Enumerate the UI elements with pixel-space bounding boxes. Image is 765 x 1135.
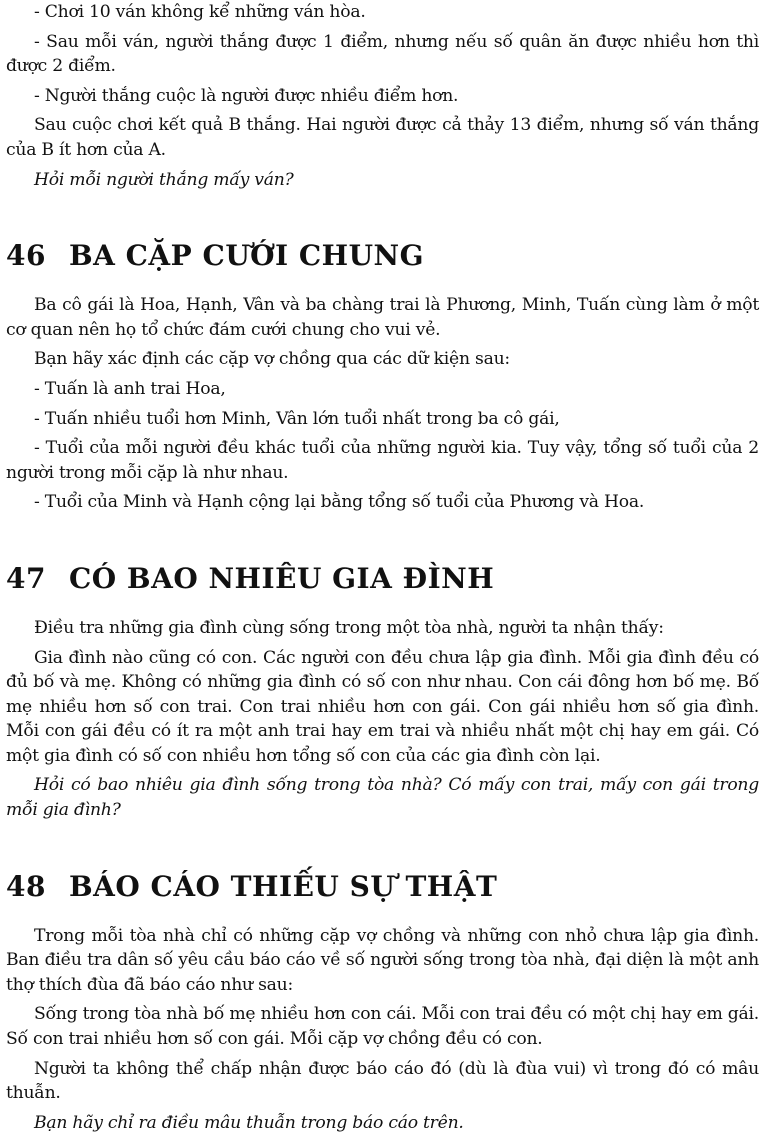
intro-block [6, 0, 759, 192]
section-question: Hỏi có bao nhiêu gia đình sống trong tòa nhà? Có mấy con trai, mấy con gái trong mỗi gia đình? [6, 775, 759, 821]
section-paragraph: - Tuấn nhiều tuổi hơn Minh, Vân lớn tuổi nhất trong ba cô gái, [34, 408, 560, 429]
section-47 [6, 562, 759, 823]
section-paragraph: - Tuấn là anh trai Hoa, [34, 378, 226, 399]
intro-paragraph: - Chơi 10 ván không kể những ván hòa. [34, 2, 366, 22]
spacer [6, 904, 759, 924]
section-number: 47 [6, 561, 46, 595]
section-paragraph: - Tuổi của mỗi người đều khác tuổi của những người kia. Tuy vậy, tổng số tuổi của 2 người trong mỗi cặp là như nhau. [6, 438, 759, 483]
section-48 [6, 870, 759, 1135]
spacer [6, 197, 759, 239]
intro-paragraph: Sau cuộc chơi kết quả B thắng. Hai người được cả thảy 13 điểm, nhưng số ván thắng của B ít hơn của A. [6, 115, 759, 160]
section-title: BÁO CÁO THIẾU SỰ THẬT [69, 869, 498, 903]
section-title: CÓ BAO NHIÊU GIA ĐÌNH [69, 561, 495, 595]
section-question: Bạn hãy chỉ ra điều mâu thuẫn trong báo cáo trên. [34, 1112, 464, 1133]
section-paragraph: Sống trong tòa nhà bố mẹ nhiều hơn con cái. Mỗi con trai đều có một chị hay em gái. Số con trai nhiều hơn số con gái. Mỗi cặp vợ chồng đều có con. [6, 1004, 759, 1050]
spacer [6, 520, 759, 562]
section-paragraph: Trong mỗi tòa nhà chỉ có những cặp vợ chồng và những con nhỏ chưa lập gia đình. Ban điều tra dân số yêu cầu báo cáo về số người sống trong tòa nhà, đại diện là một anh thợ thích đùa đã báo cáo như sau: [6, 925, 759, 995]
section-paragraph: Người ta không thể chấp nhận được báo cáo đó (dù là đùa vui) vì trong đó có mâu thuẫn. [6, 1058, 759, 1104]
intro-paragraph: - Người thắng cuộc là người được nhiều điểm hơn. [34, 85, 459, 106]
section-number: 46 [6, 239, 46, 273]
spacer [6, 828, 759, 870]
section-paragraph: Ba cô gái là Hoa, Hạnh, Vân và ba chàng trai là Phương, Minh, Tuấn cùng làm ở một cơ quan nên họ tổ chức đám cưới chung cho vui vẻ. [6, 295, 759, 340]
spacer [6, 273, 759, 293]
intro-question: Hỏi mỗi người thắng mấy ván? [34, 169, 294, 190]
spacer [6, 596, 759, 616]
section-46 [6, 239, 759, 515]
section-number: 48 [6, 869, 46, 903]
section-paragraph: Điều tra những gia đình cùng sống trong một tòa nhà, người ta nhận thấy: [34, 617, 664, 638]
section-paragraph: Bạn hãy xác định các cặp vợ chồng qua các dữ kiện sau: [34, 349, 510, 370]
section-paragraph: - Tuổi của Minh và Hạnh cộng lại bằng tổng số tuổi của Phương và Hoa. [34, 492, 645, 513]
section-paragraph: Gia đình nào cũng có con. Các người con đều chưa lập gia đình. Mỗi gia đình đều có đủ bố và mẹ. Không có những gia đình có số con như nhau. Con cái đông hơn bố mẹ. Bố mẹ nhiều hơn số con trai. Con trai nhiều hơn con gái. Con gái nhiều hơn số gia đình. Mỗi con gái đều có ít ra một anh trai hay em trai và nhiều nhất một chị hay em gái. Có một gia đình có số con nhiều hơn tổng số con của các gia đình còn lại. [6, 647, 759, 766]
intro-paragraph: - Sau mỗi ván, người thắng được 1 điểm, nhưng nếu số quân ăn được nhiều hơn thì được 2 điểm. [6, 31, 759, 77]
section-heading [6, 239, 759, 273]
section-heading [6, 562, 759, 596]
section-title: BA CẶP CƯỚI CHUNG [69, 239, 425, 273]
section-heading [6, 870, 759, 904]
